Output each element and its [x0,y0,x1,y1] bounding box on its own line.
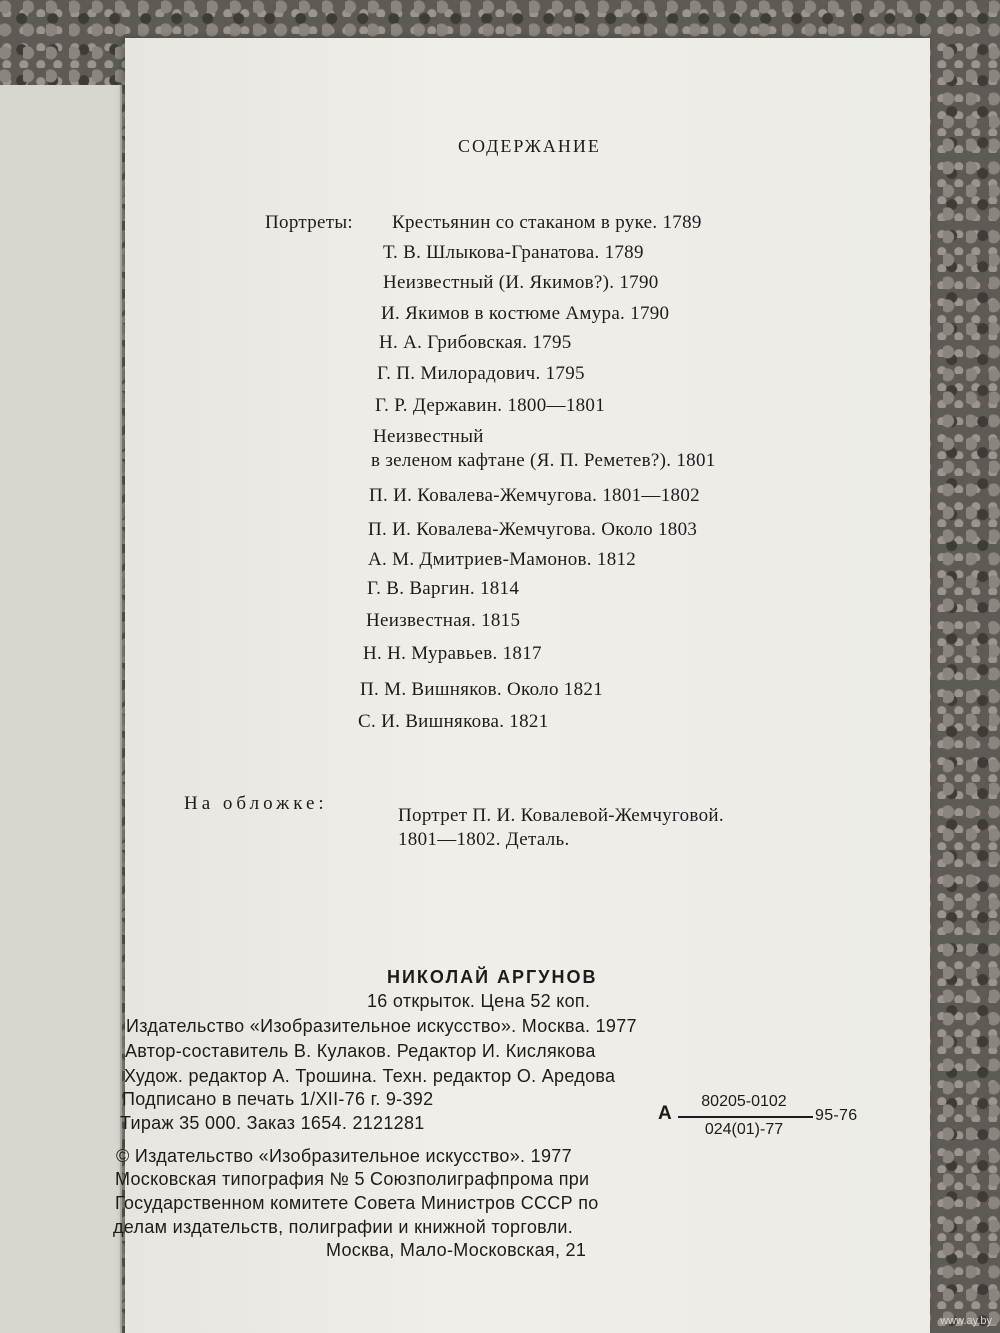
contents-item: Г. П. Милорадович. 1795 [377,363,585,384]
contents-item: П. И. Ковалева-Жемчугова. 1801—1802 [369,485,700,506]
imprint-printer: делам издательств, полиграфии и книжной торговли. [113,1217,574,1237]
index-letter: А [658,1103,674,1124]
contents-item: Н. Н. Муравьев. 1817 [363,643,542,664]
book-page [113,38,930,1333]
contents-item: Неизвестный (И. Якимов?). 1790 [383,272,659,293]
imprint-signed: Подписано в печать 1/XII-76 г. 9-392 [122,1089,434,1109]
contents-item: Г. В. Варгин. 1814 [367,578,520,599]
imprint-author: НИКОЛАЙ АРГУНОВ [387,967,598,987]
index-denominator: 024(01)-77 [704,1121,784,1138]
contents-item: Крестьянин со стаканом в руке. 1789 [392,212,702,233]
cover-description: Портрет П. И. Ковалевой-Жемчуговой. [398,805,724,826]
cover-date: 1801—1802. Деталь. [398,829,570,850]
contents-item: Н. А. Грибовская. 1795 [379,332,572,353]
imprint-art-editor: Худож. редактор А. Трошина. Техн. редактор О. Аредова [124,1066,616,1086]
watermark: www.ay.by [940,1315,992,1327]
index-numerator: 80205-0102 [701,1093,787,1110]
index-suffix: 95-76 [815,1107,858,1124]
imprint-printer: Государственном комитете Совета Министров СССР по [115,1193,599,1213]
imprint-copyright: © Издательство «Изобразительное искусство». 1977 [116,1146,572,1166]
index-fraction-line [678,1116,813,1118]
contents-title: СОДЕРЖАНИЕ [458,136,601,156]
contents-item: С. И. Вишнякова. 1821 [358,711,549,732]
contents-item: Неизвестный [373,426,484,447]
adjacent-page [0,85,122,1333]
contents-item: А. М. Дмитриев-Мамонов. 1812 [368,549,637,570]
contents-item: Т. В. Шлыкова-Гранатова. 1789 [383,242,644,263]
imprint-printer: Московская типография № 5 Союзполиграфпрома при [115,1169,590,1189]
contents-item: Г. Р. Державин. 1800—1801 [375,395,606,416]
imprint-publisher: Издательство «Изобразительное искусство». Москва. 1977 [126,1016,637,1036]
imprint-run: Тираж 35 000. Заказ 1654. 2121281 [120,1113,425,1133]
cover-label: На обложке: [184,793,328,814]
contents-item: П. И. Ковалева-Жемчугова. Около 1803 [368,519,698,540]
contents-item: И. Якимов в костюме Амура. 1790 [381,303,670,324]
imprint-address: Москва, Мало-Московская, 21 [326,1240,587,1260]
contents-lead: Портреты: [265,212,353,233]
contents-item: П. М. Вишняков. Около 1821 [360,679,603,700]
contents-item: Неизвестная. 1815 [366,610,521,631]
contents-item: в зеленом кафтане (Я. П. Реметев?). 1801 [371,450,716,471]
imprint-count-price: 16 открыток. Цена 52 коп. [367,991,591,1011]
imprint-compiler: Автор-составитель В. Кулаков. Редактор И. Кислякова [125,1041,596,1061]
